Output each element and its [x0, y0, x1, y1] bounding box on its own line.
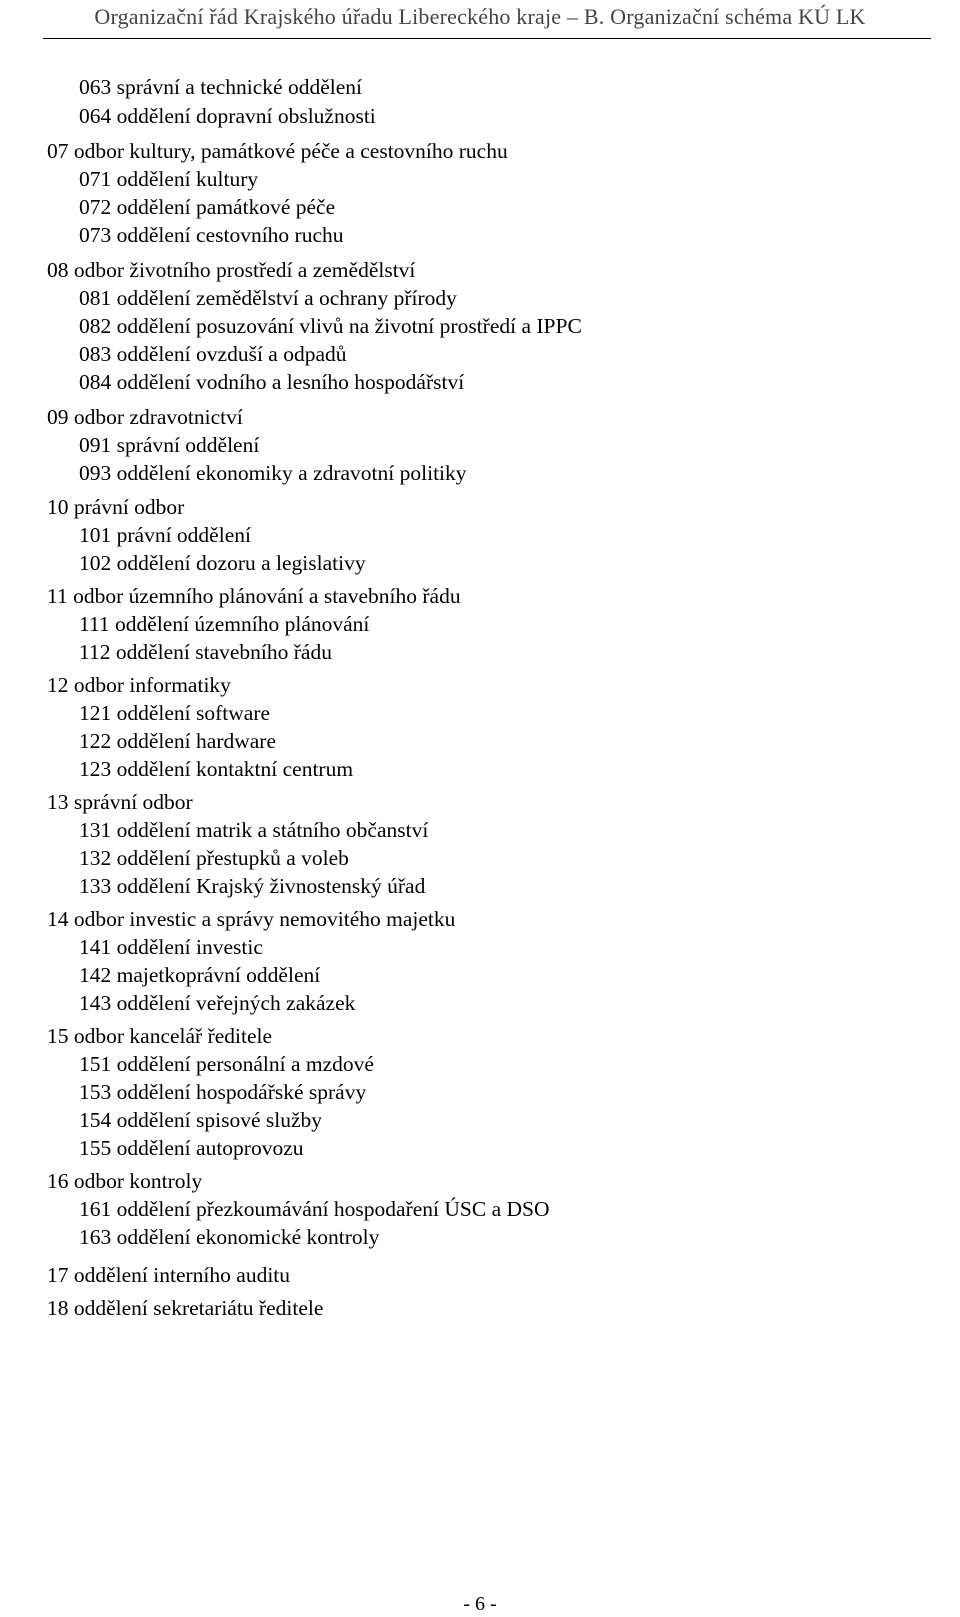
- section-entry: 141 oddělení investic: [79, 935, 263, 959]
- department-entry: 18 oddělení sekretariátu ředitele: [47, 1296, 324, 1320]
- page-number: - 6 -: [463, 1593, 497, 1615]
- department-entry: 15 odbor kancelář ředitele: [47, 1024, 273, 1048]
- section-entry: 143 oddělení veřejných zakázek: [79, 991, 356, 1015]
- section-entry: 073 oddělení cestovního ruchu: [79, 223, 344, 247]
- department-entry: 16 odbor kontroly: [47, 1169, 203, 1193]
- department-entry: 14 odbor investic a správy nemovitého majetku: [47, 907, 456, 931]
- section-entry: 121 oddělení software: [79, 701, 271, 725]
- section-entry: 151 oddělení personální a mzdové: [79, 1052, 374, 1076]
- department-entry: 11 odbor územního plánování a stavebního řádu: [47, 584, 461, 608]
- department-entry: 07 odbor kultury, památkové péče a cestovního ruchu: [47, 139, 508, 163]
- section-entry: 123 oddělení kontaktní centrum: [79, 757, 354, 781]
- department-entry: 17 oddělení interního auditu: [47, 1263, 291, 1287]
- section-entry: 081 oddělení zemědělství a ochrany přírody: [79, 286, 457, 310]
- section-entry: 083 oddělení ovzduší a odpadů: [79, 342, 347, 366]
- section-entry: 131 oddělení matrik a státního občanství: [79, 818, 429, 842]
- section-entry: 111 oddělení územního plánování: [79, 612, 370, 636]
- department-entry: 08 odbor životního prostředí a zemědělství: [47, 258, 416, 282]
- section-entry: 093 oddělení ekonomiky a zdravotní politiky: [79, 461, 467, 485]
- section-entry: 154 oddělení spisové služby: [79, 1108, 323, 1132]
- section-entry: 102 oddělení dozoru a legislativy: [79, 551, 366, 575]
- section-entry: 101 právní oddělení: [79, 523, 251, 547]
- section-entry: 064 oddělení dopravní obslužnosti: [79, 104, 376, 128]
- section-entry: 161 oddělení přezkoumávání hospodaření ÚSC a DSO: [79, 1197, 550, 1221]
- section-entry: 071 oddělení kultury: [79, 167, 259, 191]
- department-entry: 09 odbor zdravotnictví: [47, 405, 243, 429]
- section-entry: 112 oddělení stavebního řádu: [79, 640, 332, 664]
- section-entry: 155 oddělení autoprovozu: [79, 1136, 304, 1160]
- department-entry: 13 správní odbor: [47, 790, 193, 814]
- section-entry: 063 správní a technické oddělení: [79, 75, 362, 99]
- department-entry: 12 odbor informatiky: [47, 673, 231, 697]
- section-entry: 122 oddělení hardware: [79, 729, 277, 753]
- department-entry: 10 právní odbor: [47, 495, 185, 519]
- section-entry: 132 oddělení přestupků a voleb: [79, 846, 349, 870]
- section-entry: 084 oddělení vodního a lesního hospodářství: [79, 370, 465, 394]
- section-entry: 133 oddělení Krajský živnostenský úřad: [79, 874, 426, 898]
- section-entry: 153 oddělení hospodářské správy: [79, 1080, 367, 1104]
- section-entry: 082 oddělení posuzování vlivů na životní prostředí a IPPC: [79, 314, 582, 338]
- page-header: Organizační řád Krajského úřadu Libereckého kraje – B. Organizační schéma KÚ LK: [94, 4, 866, 29]
- section-entry: 072 oddělení památkové péče: [79, 195, 336, 219]
- section-entry: 142 majetkoprávní oddělení: [79, 963, 321, 987]
- section-entry: 091 správní oddělení: [79, 433, 260, 457]
- section-entry: 163 oddělení ekonomické kontroly: [79, 1225, 380, 1249]
